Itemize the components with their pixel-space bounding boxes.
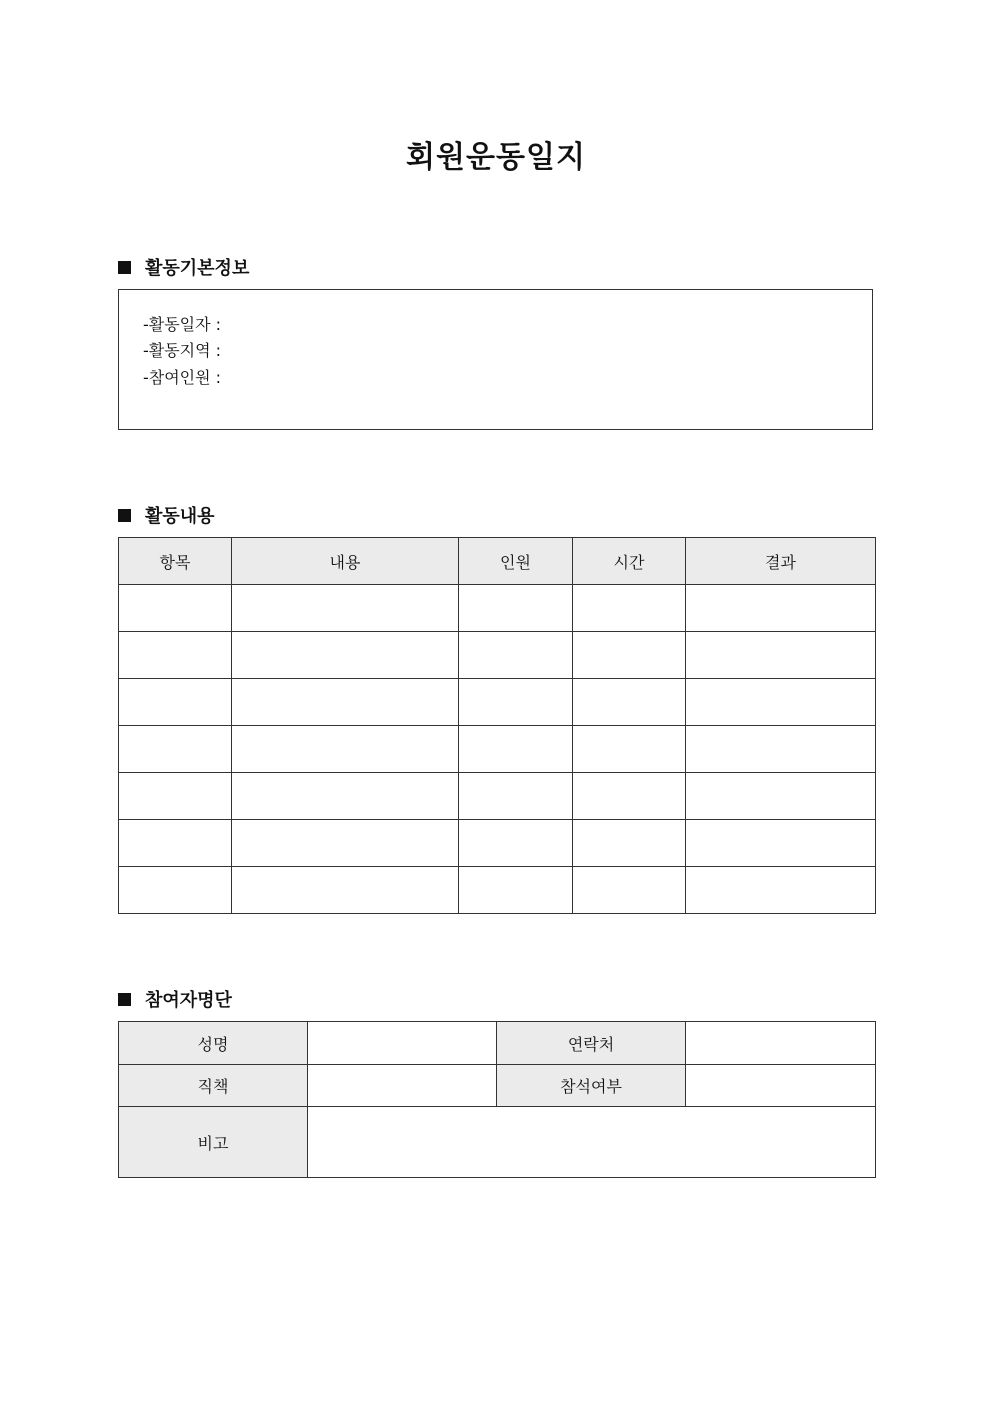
table-cell[interactable] xyxy=(459,726,573,773)
table-cell[interactable] xyxy=(459,632,573,679)
table-cell[interactable] xyxy=(686,632,876,679)
table-cell[interactable] xyxy=(459,679,573,726)
table-cell[interactable] xyxy=(232,726,459,773)
table-cell[interactable] xyxy=(573,773,686,820)
table-cell[interactable] xyxy=(459,820,573,867)
basic-info-box xyxy=(118,289,873,430)
column-header-time: 시간 xyxy=(573,538,686,585)
table-cell[interactable] xyxy=(686,726,876,773)
page-title: 회원운동일지 xyxy=(406,140,586,175)
table-row xyxy=(119,632,876,679)
contact-label: 연락처 xyxy=(497,1022,686,1065)
table-cell[interactable] xyxy=(119,867,232,914)
section-heading-participants xyxy=(118,986,232,1012)
position-value-cell[interactable] xyxy=(308,1065,497,1107)
section-heading-label: 활동내용 xyxy=(145,506,215,527)
column-header-item: 항목 xyxy=(119,538,232,585)
participant-table xyxy=(118,1021,876,1178)
table-cell[interactable] xyxy=(232,820,459,867)
table-cell[interactable] xyxy=(232,585,459,632)
table-cell[interactable] xyxy=(686,585,876,632)
table-cell[interactable] xyxy=(119,773,232,820)
section-heading-label: 활동기본정보 xyxy=(145,258,250,279)
table-cell[interactable] xyxy=(119,632,232,679)
table-cell[interactable] xyxy=(119,585,232,632)
table-row xyxy=(119,773,876,820)
section-heading-basic-info xyxy=(118,254,249,280)
table-cell[interactable] xyxy=(459,867,573,914)
table-cell[interactable] xyxy=(119,726,232,773)
position-label: 직책 xyxy=(119,1065,308,1107)
name-label: 성명 xyxy=(119,1022,308,1065)
table-row xyxy=(119,1065,876,1107)
participant-count-field[interactable]: -참여인원 : xyxy=(143,368,222,387)
attendance-value-cell[interactable] xyxy=(686,1065,876,1107)
column-header-people: 인원 xyxy=(459,538,573,585)
activity-table xyxy=(118,537,876,914)
column-header-result: 결과 xyxy=(686,538,876,585)
activity-date-field[interactable]: -활동일자 : xyxy=(143,315,222,334)
contact-value-cell[interactable] xyxy=(686,1022,876,1065)
table-cell[interactable] xyxy=(459,773,573,820)
name-value-cell[interactable] xyxy=(308,1022,497,1065)
table-cell[interactable] xyxy=(232,773,459,820)
table-cell[interactable] xyxy=(686,679,876,726)
section-heading-activity xyxy=(118,502,215,528)
table-cell[interactable] xyxy=(686,867,876,914)
table-cell[interactable] xyxy=(573,585,686,632)
table-header-row xyxy=(119,538,876,585)
table-cell[interactable] xyxy=(119,679,232,726)
table-cell[interactable] xyxy=(573,820,686,867)
square-bullet-icon xyxy=(118,993,131,1006)
table-cell[interactable] xyxy=(232,679,459,726)
square-bullet-icon xyxy=(118,261,131,274)
table-cell[interactable] xyxy=(573,632,686,679)
table-cell[interactable] xyxy=(119,820,232,867)
section-heading-label: 참여자명단 xyxy=(145,990,232,1011)
table-cell[interactable] xyxy=(573,679,686,726)
table-row xyxy=(119,867,876,914)
remarks-value-cell[interactable] xyxy=(308,1107,876,1178)
table-row xyxy=(119,1107,876,1178)
table-cell[interactable] xyxy=(573,726,686,773)
table-row xyxy=(119,585,876,632)
activity-region-field[interactable]: -활동지역 : xyxy=(143,341,222,360)
attendance-label: 참석여부 xyxy=(497,1065,686,1107)
remarks-label: 비고 xyxy=(119,1107,308,1178)
table-row xyxy=(119,726,876,773)
square-bullet-icon xyxy=(118,509,131,522)
table-row xyxy=(119,1022,876,1065)
table-cell[interactable] xyxy=(232,867,459,914)
table-row xyxy=(119,679,876,726)
column-header-content: 내용 xyxy=(232,538,459,585)
table-row xyxy=(119,820,876,867)
table-cell[interactable] xyxy=(573,867,686,914)
table-cell[interactable] xyxy=(686,820,876,867)
table-cell[interactable] xyxy=(232,632,459,679)
table-cell[interactable] xyxy=(459,585,573,632)
table-cell[interactable] xyxy=(686,773,876,820)
